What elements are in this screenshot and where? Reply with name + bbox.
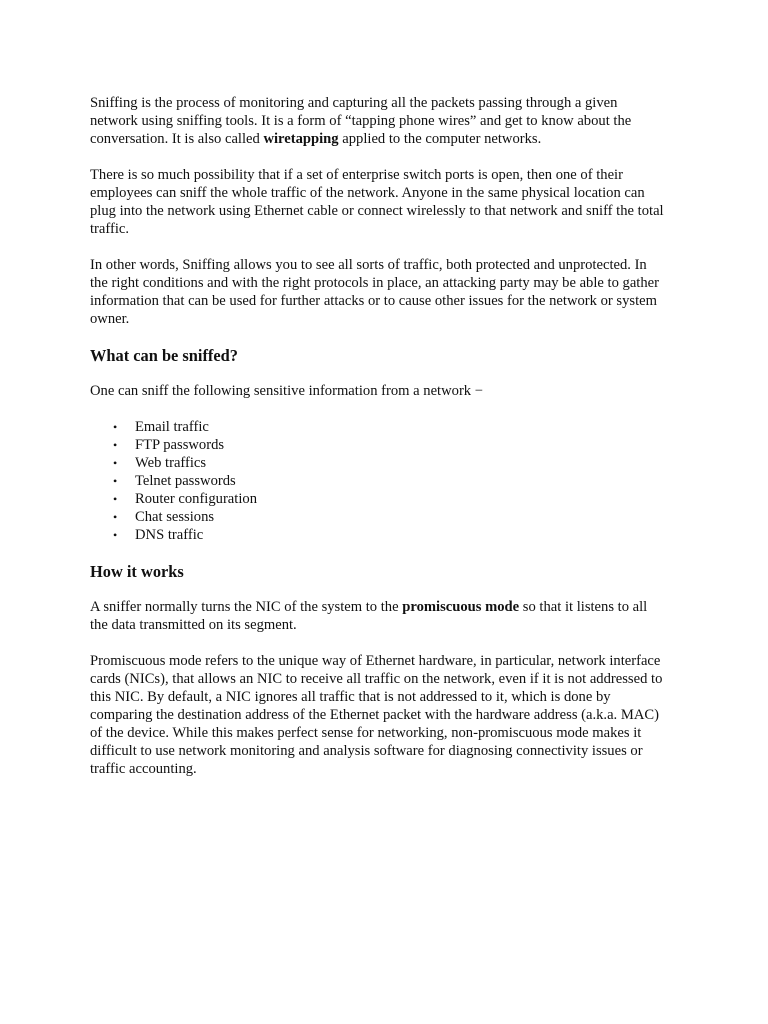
list-item-text: Email traffic (135, 419, 209, 435)
list-item (113, 490, 664, 508)
list-item-text: Router configuration (135, 491, 257, 507)
bullet-icon: • (113, 474, 118, 488)
promiscuous-mode-term: promiscuous mode (402, 599, 520, 615)
what-can-be-sniffed-heading: What can be sniffed? (90, 346, 238, 365)
list-item (113, 508, 664, 526)
other-words-paragraph: In other words, Sniffing allows you to see all sorts of traffic, both protected and unprotected. In the right conditions and with the right protocols in place, an attacking party may be able to gather information that can be used for further attacks or to cause other issues for the network or system owner. (90, 257, 659, 327)
enterprise-paragraph: There is so much possibility that if a set of enterprise switch ports is open, then one of their employees can sniff the whole traffic of the network. Anyone in the same physical location can plug into the network using Ethernet cable or connect wirelessly to that network and sniff the total traffic. (90, 167, 664, 237)
sniffer-nic-paragraph (90, 598, 664, 634)
bullet-icon: • (113, 456, 118, 470)
list-item-text: DNS traffic (135, 527, 204, 543)
list-item (113, 418, 664, 436)
document-page (90, 94, 664, 796)
list-item-text: Telnet passwords (135, 473, 236, 489)
bullet-icon: • (113, 510, 118, 524)
promiscuous-mode-paragraph: Promiscuous mode refers to the unique way of Ethernet hardware, in particular, network interface cards (NICs), that allows an NIC to receive all traffic on the network, even if it is not addressed to this NIC. By default, a NIC ignores all traffic that is not addressed to it, which is done by comparing the destination address of the Ethernet packet with the hardware address (a.k.a. MAC) of the device. While this makes perfect sense for networking, non-promiscuous mode makes it difficult to use network monitoring and analysis software for diagnosing connectivity issues or traffic accounting. (90, 653, 663, 777)
bullet-icon: • (113, 438, 118, 452)
sniffer-text-start: A sniffer normally turns the NIC of the system to the (90, 599, 403, 615)
wiretapping-term: wiretapping (263, 131, 339, 147)
list-item (113, 472, 664, 490)
sniffable-info-list (90, 418, 664, 544)
intro-text-start: Sniffing is the process of monitoring and capturing all the packets passing through a given network using sniffing tools. It is a form of “tapping phone wires” and get to know about the conversation. It is also called (90, 95, 632, 147)
list-item-text: Web traffics (135, 455, 207, 471)
intro-paragraph (90, 94, 664, 148)
bullet-icon: • (113, 528, 118, 542)
intro-text-end: applied to the computer networks. (338, 131, 542, 147)
list-item (113, 526, 664, 544)
list-item (113, 436, 664, 454)
bullet-icon: • (113, 420, 118, 434)
list-item (113, 454, 664, 472)
sniffer-text-end: so that it listens to all the data transmitted on its segment. (90, 599, 648, 633)
sniff-intro-paragraph: One can sniff the following sensitive information from a network − (90, 383, 483, 399)
how-it-works-heading: How it works (90, 562, 184, 581)
list-item-text: FTP passwords (135, 437, 225, 453)
list-item-text: Chat sessions (135, 509, 215, 525)
bullet-icon: • (113, 492, 118, 506)
